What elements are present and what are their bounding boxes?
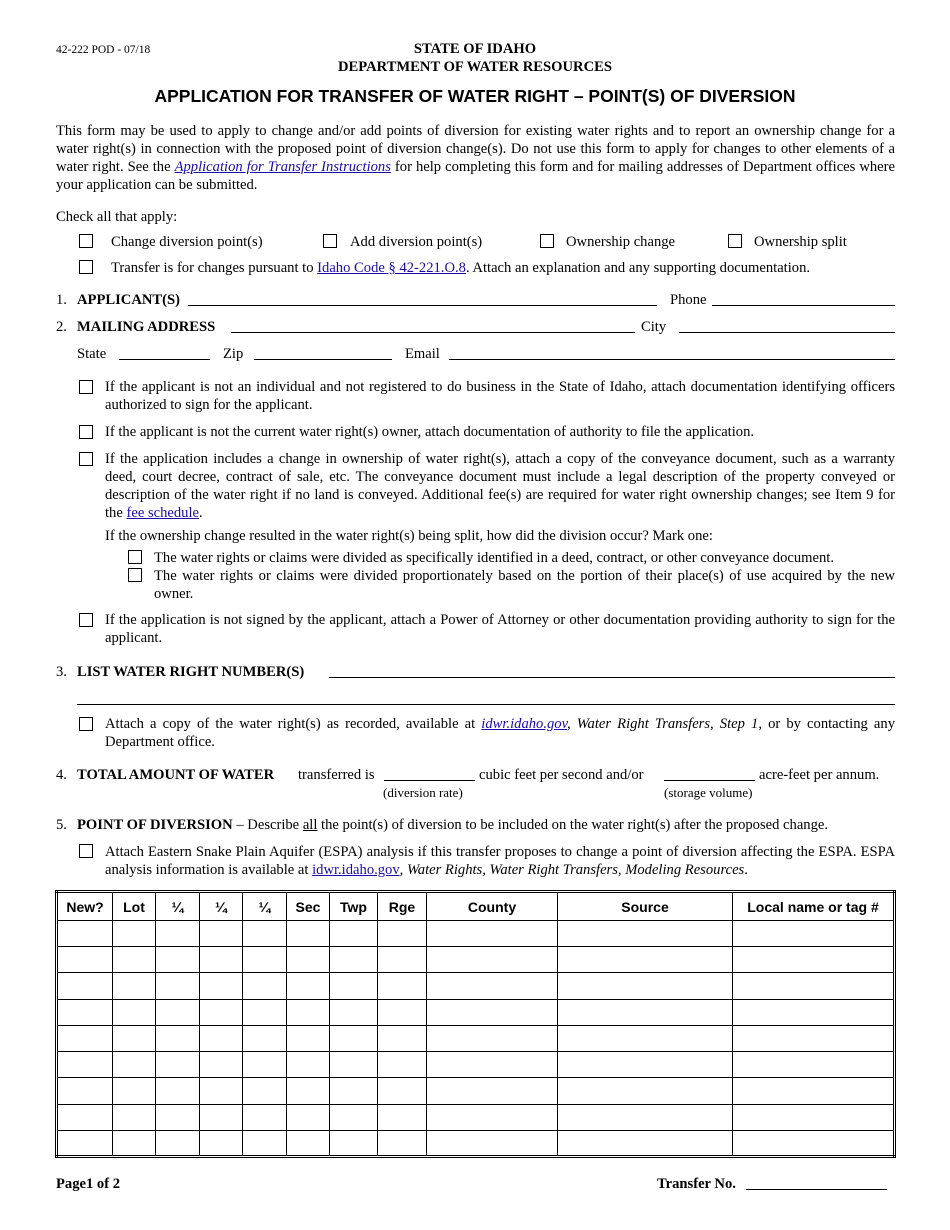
attach-text-1: Attach a copy of the water right(s) as recorded, available at (105, 716, 482, 732)
table-cell[interactable] (330, 1025, 378, 1051)
city-field[interactable] (679, 332, 895, 333)
table-cell[interactable] (427, 921, 558, 947)
table-cell[interactable] (57, 921, 113, 947)
add-pod-label: Add diversion point(s) (350, 234, 483, 250)
ownership-doc-text (105, 450, 895, 522)
water-right-numbers-field-2[interactable] (77, 704, 895, 705)
table-cell[interactable] (243, 1025, 287, 1051)
section3-number: 3. (56, 664, 67, 680)
table-cell[interactable] (113, 1052, 156, 1078)
table-cell[interactable] (558, 1078, 733, 1104)
not-signed-text: If the application is not signed by the applicant, attach a Power of Attorney or other documentation providing authority to sign for the applicant. (105, 612, 895, 646)
not-signed-checkbox[interactable] (79, 613, 93, 627)
table-cell[interactable] (57, 947, 113, 973)
check-all-label: Check all that apply: (56, 209, 178, 225)
not-individual-text: If the applicant is not an individual and not registered to do business in the State of Idaho, attach documentation identifying officers authorized to sign for the applicant. (105, 379, 895, 413)
table-cell[interactable] (558, 1052, 733, 1078)
espa-italic: , Water Rights, Water Right Transfers, Modeling Resources (399, 862, 745, 878)
table-cell[interactable] (427, 1025, 558, 1051)
table-cell[interactable] (378, 999, 427, 1025)
table-cell[interactable] (156, 1130, 200, 1156)
total-water-label: TOTAL AMOUNT OF WATER (77, 767, 275, 783)
table-body (57, 921, 895, 1157)
email-field[interactable] (449, 359, 895, 360)
table-cell[interactable] (330, 1078, 378, 1104)
table-cell[interactable] (287, 947, 330, 973)
table-cell[interactable] (243, 947, 287, 973)
table-cell[interactable] (378, 947, 427, 973)
table-cell[interactable] (287, 921, 330, 947)
table-cell[interactable] (57, 999, 113, 1025)
pod-desc-2: the point(s) of diversion to be included on the water right(s) after the proposed change. (317, 817, 829, 833)
table-cell[interactable] (427, 999, 558, 1025)
page-title: APPLICATION FOR TRANSFER OF WATER RIGHT – POINT(S) OF DIVERSION (154, 86, 796, 106)
not-owner-text: If the applicant is not the current water right(s) owner, attach documentation of authority to file the application. (105, 424, 755, 440)
table-cell[interactable] (200, 1052, 243, 1078)
pod-desc-1: – Describe (232, 817, 303, 833)
state-label: State (77, 346, 107, 362)
transferred-label: transferred is (298, 767, 375, 783)
table-cell[interactable] (113, 1130, 156, 1156)
table-cell[interactable] (733, 1078, 895, 1104)
pod-table (55, 890, 896, 1158)
transfer-suffix: . Attach an explanation and any supporting documentation. (465, 260, 811, 276)
table-cell[interactable] (733, 947, 895, 973)
split-question: If the ownership change resulted in the water right(s) being split, how did the division occur? Mark one: (105, 528, 713, 544)
table-cell[interactable] (378, 1078, 427, 1104)
table-cell[interactable] (558, 947, 733, 973)
table-cell[interactable] (427, 947, 558, 973)
af-field[interactable] (664, 780, 755, 781)
espa-text (105, 843, 895, 879)
cfs-field[interactable] (384, 780, 475, 781)
table-cell[interactable] (558, 999, 733, 1025)
attach-italic: , Water Right Transfers, Step 1 (566, 716, 759, 732)
table-cell[interactable] (243, 1078, 287, 1104)
table-cell[interactable] (733, 999, 895, 1025)
table-cell[interactable] (113, 947, 156, 973)
espa-text-1: Attach Eastern Snake Plain Aquifer (ESPA) analysis if this transfer proposes to change a point of diversion affecting the ESPA. ESPA analysis information is available at (105, 844, 895, 878)
section5-number: 5. (56, 817, 67, 833)
table-header-cell: New? (57, 892, 113, 921)
table-row (57, 999, 895, 1025)
table-cell[interactable] (558, 921, 733, 947)
table-cell[interactable] (243, 1104, 287, 1130)
table-cell[interactable] (733, 1104, 895, 1130)
af-label: acre-feet per annum. (759, 767, 880, 783)
section1-number: 1. (56, 292, 67, 308)
table-cell[interactable] (287, 1052, 330, 1078)
intro-text-1: This form may be used to apply to change and/or add points of diversion for existing water rights and to report an ownership change for a water right(s) in connection with the proposed point of diversion change(s). Do not use this form to apply for changes to other elements of a water right. See the (56, 123, 895, 175)
ownership-doc-checkbox[interactable] (79, 452, 93, 466)
page-number: Page1 of 2 (56, 1176, 121, 1192)
table-cell[interactable] (330, 1130, 378, 1156)
table-header-cell: ¼ (200, 892, 243, 921)
table-cell[interactable] (156, 1078, 200, 1104)
split-specific-text: The water rights or claims were divided as specifically identified in a deed, contract, or other conveyance document. (154, 550, 834, 566)
table-cell[interactable] (200, 921, 243, 947)
table-cell[interactable] (113, 973, 156, 999)
table-cell[interactable] (113, 1025, 156, 1051)
table-cell[interactable] (57, 973, 113, 999)
idwr-link-espa[interactable]: idwr.idaho.gov (312, 862, 400, 878)
table-cell[interactable] (733, 1052, 895, 1078)
attach-water-right-checkbox[interactable] (79, 717, 93, 731)
idaho-code-link[interactable]: Idaho Code § 42-221.O.8 (317, 260, 466, 276)
table-cell[interactable] (287, 1078, 330, 1104)
table-row (57, 1078, 895, 1104)
table-cell[interactable] (378, 1130, 427, 1156)
table-cell[interactable] (200, 1025, 243, 1051)
section4-number: 4. (56, 767, 67, 783)
city-label: City (641, 319, 667, 335)
table-cell[interactable] (427, 973, 558, 999)
email-label: Email (405, 346, 440, 362)
add-pod-checkbox[interactable] (323, 234, 337, 248)
table-header-cell: County (427, 892, 558, 921)
table-cell[interactable] (113, 999, 156, 1025)
table-header-cell: Source (558, 892, 733, 921)
table-cell[interactable] (427, 1052, 558, 1078)
table-header-cell: ¼ (156, 892, 200, 921)
table-header-cell: Twp (330, 892, 378, 921)
pod-description (77, 816, 895, 834)
ownership-change-checkbox[interactable] (540, 234, 554, 248)
table-cell[interactable] (156, 921, 200, 947)
table-cell[interactable] (156, 1104, 200, 1130)
not-owner-checkbox[interactable] (79, 425, 93, 439)
table-cell[interactable] (113, 921, 156, 947)
table-row (57, 1025, 895, 1051)
cfs-label: cubic feet per second and/or (479, 767, 644, 783)
table-cell[interactable] (57, 1078, 113, 1104)
table-cell[interactable] (243, 1052, 287, 1078)
phone-label: Phone (670, 292, 707, 308)
ownership-change-label: Ownership change (566, 234, 676, 250)
storage-volume-caption: (storage volume) (664, 785, 753, 800)
table-cell[interactable] (200, 973, 243, 999)
table-cell[interactable] (243, 1130, 287, 1156)
attach-water-right-text (105, 715, 895, 751)
table-cell[interactable] (57, 1025, 113, 1051)
table-cell[interactable] (113, 1078, 156, 1104)
table-row (57, 973, 895, 999)
table-cell[interactable] (287, 999, 330, 1025)
table-cell[interactable] (156, 973, 200, 999)
mailing-address-label: MAILING ADDRESS (77, 319, 216, 335)
intro-text-2: for help completing this form and for mailing addresses of Department offices where your application can be submitted. (56, 159, 895, 193)
table-cell[interactable] (200, 947, 243, 973)
table-cell[interactable] (156, 1025, 200, 1051)
water-right-numbers-label: LIST WATER RIGHT NUMBER(S) (77, 664, 305, 680)
zip-label: Zip (223, 346, 244, 362)
table-header-cell: Sec (287, 892, 330, 921)
table-cell[interactable] (733, 921, 895, 947)
table-cell[interactable] (243, 921, 287, 947)
table-cell[interactable] (733, 1025, 895, 1051)
ownership-split-label: Ownership split (754, 234, 847, 250)
table-row (57, 947, 895, 973)
table-cell[interactable] (558, 973, 733, 999)
change-pod-checkbox[interactable] (79, 234, 93, 248)
table-cell[interactable] (330, 921, 378, 947)
form-code: 42-222 POD - 07/18 (56, 44, 151, 56)
fee-schedule-link[interactable]: fee schedule (126, 505, 200, 521)
table-cell[interactable] (287, 1025, 330, 1051)
table-header-cell: Local name or tag # (733, 892, 895, 921)
table-cell[interactable] (156, 1052, 200, 1078)
table-cell[interactable] (427, 1130, 558, 1156)
pod-desc-all: all (302, 817, 318, 833)
table-row (57, 921, 895, 947)
table-cell[interactable] (378, 1052, 427, 1078)
table-row (57, 1130, 895, 1156)
mailing-address-field[interactable] (231, 332, 635, 333)
not-individual-checkbox[interactable] (79, 380, 93, 394)
applicant-label: APPLICANT(S) (77, 292, 180, 308)
espa-text-2: . (744, 862, 748, 878)
table-cell[interactable] (427, 1078, 558, 1104)
table-cell[interactable] (733, 1130, 895, 1156)
table-cell[interactable] (243, 999, 287, 1025)
table-cell[interactable] (378, 921, 427, 947)
table-header-cell: ¼ (243, 892, 287, 921)
ownership-doc-text-2: . (199, 505, 203, 521)
table-cell[interactable] (330, 947, 378, 973)
change-pod-label: Change diversion point(s) (111, 234, 263, 250)
table-cell[interactable] (57, 1104, 113, 1130)
intro-paragraph (56, 122, 895, 194)
split-proportional-text: The water rights or claims were divided proportionately based on the portion of their place(s) of use acquired by the new owner. (154, 568, 895, 602)
phone-field[interactable] (712, 305, 895, 306)
table-cell[interactable] (330, 1052, 378, 1078)
zip-field[interactable] (254, 359, 392, 360)
table-cell[interactable] (378, 1104, 427, 1130)
table-cell[interactable] (287, 1130, 330, 1156)
table-cell[interactable] (200, 1130, 243, 1156)
table-row (57, 1104, 895, 1130)
transfer-code-checkbox[interactable] (79, 260, 93, 274)
table-cell[interactable] (378, 1025, 427, 1051)
transfer-no-field[interactable] (746, 1189, 887, 1190)
table-cell[interactable] (330, 973, 378, 999)
attach-text-2: , or by contacting any Department office. (105, 716, 895, 750)
table-cell[interactable] (330, 999, 378, 1025)
table-cell[interactable] (330, 1104, 378, 1130)
table-cell[interactable] (57, 1130, 113, 1156)
applicant-field[interactable] (188, 305, 657, 306)
transfer-code-text (111, 259, 810, 277)
idwr-link-step1[interactable]: idwr.idaho.gov (481, 716, 567, 732)
pod-label: POINT OF DIVERSION (77, 817, 233, 833)
section2-number: 2. (56, 319, 67, 335)
table-cell[interactable] (378, 973, 427, 999)
table-header-cell: Lot (113, 892, 156, 921)
ownership-doc-text-1: If the application includes a change in ownership of water right(s), attach a copy of the conveyance document, such as a warranty deed, court decree, contract of sale, etc. The conveyance document must include a legal description of the property conveyed or description of the water right if no land is conveyed. Additional fee(s) are required for water right ownership changes; see Item 9 for the (105, 451, 895, 521)
table-cell[interactable] (243, 973, 287, 999)
table-cell[interactable] (558, 1130, 733, 1156)
table-cell[interactable] (156, 999, 200, 1025)
table-cell[interactable] (733, 973, 895, 999)
table-cell[interactable] (287, 1104, 330, 1130)
table-header-row (57, 892, 895, 921)
split-specific-checkbox[interactable] (128, 550, 142, 564)
transfer-no-label: Transfer No. (657, 1176, 736, 1192)
table-row (57, 1052, 895, 1078)
table-cell[interactable] (558, 1104, 733, 1130)
table-cell[interactable] (200, 1078, 243, 1104)
table-cell[interactable] (156, 947, 200, 973)
table-cell[interactable] (200, 1104, 243, 1130)
table-cell[interactable] (558, 1025, 733, 1051)
table-cell[interactable] (57, 1052, 113, 1078)
ownership-split-checkbox[interactable] (728, 234, 742, 248)
instructions-link[interactable]: Application for Transfer Instructions (174, 159, 391, 175)
state-name: STATE OF IDAHO (413, 41, 537, 57)
table-cell[interactable] (200, 999, 243, 1025)
state-field[interactable] (119, 359, 210, 360)
espa-checkbox[interactable] (79, 844, 93, 858)
split-proportional-checkbox[interactable] (128, 568, 142, 582)
table-header-cell: Rge (378, 892, 427, 921)
table-cell[interactable] (287, 973, 330, 999)
diversion-rate-caption: (diversion rate) (383, 785, 463, 800)
table-cell[interactable] (427, 1104, 558, 1130)
department-name: DEPARTMENT OF WATER RESOURCES (338, 59, 612, 75)
water-right-numbers-field[interactable] (329, 677, 895, 678)
transfer-prefix: Transfer is for changes pursuant to (111, 260, 318, 276)
table-cell[interactable] (113, 1104, 156, 1130)
